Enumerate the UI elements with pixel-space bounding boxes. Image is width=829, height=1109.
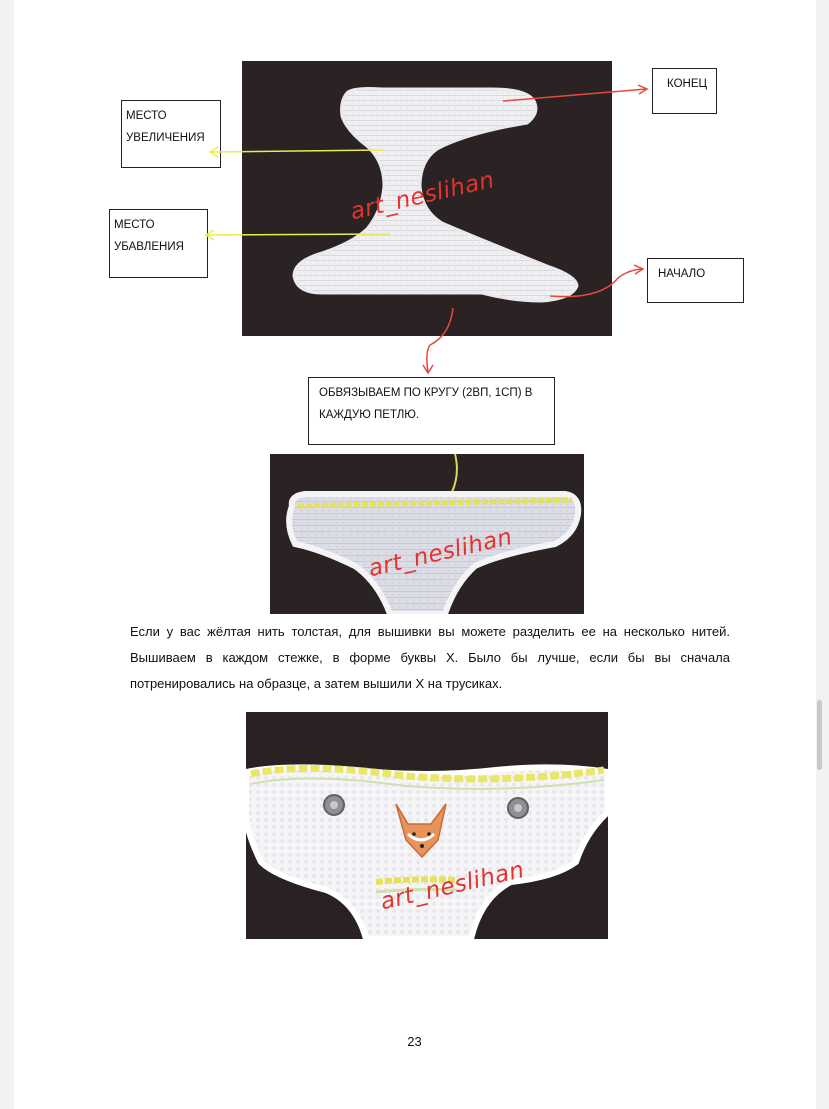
page-number: 23: [407, 1034, 422, 1049]
watermark-3: art_neslihan: [378, 856, 527, 916]
callout-decrease: [109, 209, 208, 278]
vertical-scrollbar[interactable]: [817, 700, 822, 770]
diaper-edging-illustration: [270, 454, 584, 614]
photo-diaper-edging: [270, 454, 584, 614]
callout-start-text: НАЧАЛО: [658, 268, 706, 280]
callout-end-text: КОНЕЦ: [667, 78, 707, 90]
callout-edging-text: ОБВЯЗЫВАЕМ ПО КРУГУ (2ВП, 1СП) В КАЖДУЮ ПЕТЛЮ.: [319, 387, 533, 421]
callout-end: [652, 68, 717, 114]
callout-increase-text: МЕСТО УВЕЛИЧЕНИЯ: [126, 110, 205, 144]
watermark-2: art_neslihan: [366, 523, 515, 583]
callout-start: [647, 258, 744, 303]
instruction-paragraph: Если у вас жёлтая нить толстая, для вышивки вы можете разделить ее на несколько нитей. Вышиваем в каждом стежке, в форме буквы Х. Было бы лучше, если бы вы сначала потренировались на образце, а затем вышили Х на трусиках.: [130, 624, 730, 691]
callout-edging: [308, 377, 555, 445]
callout-decrease-text: МЕСТО УБАВЛЕНИЯ: [114, 219, 184, 253]
callout-increase: [121, 100, 221, 168]
watermark-1: art_neslihan: [348, 166, 497, 226]
